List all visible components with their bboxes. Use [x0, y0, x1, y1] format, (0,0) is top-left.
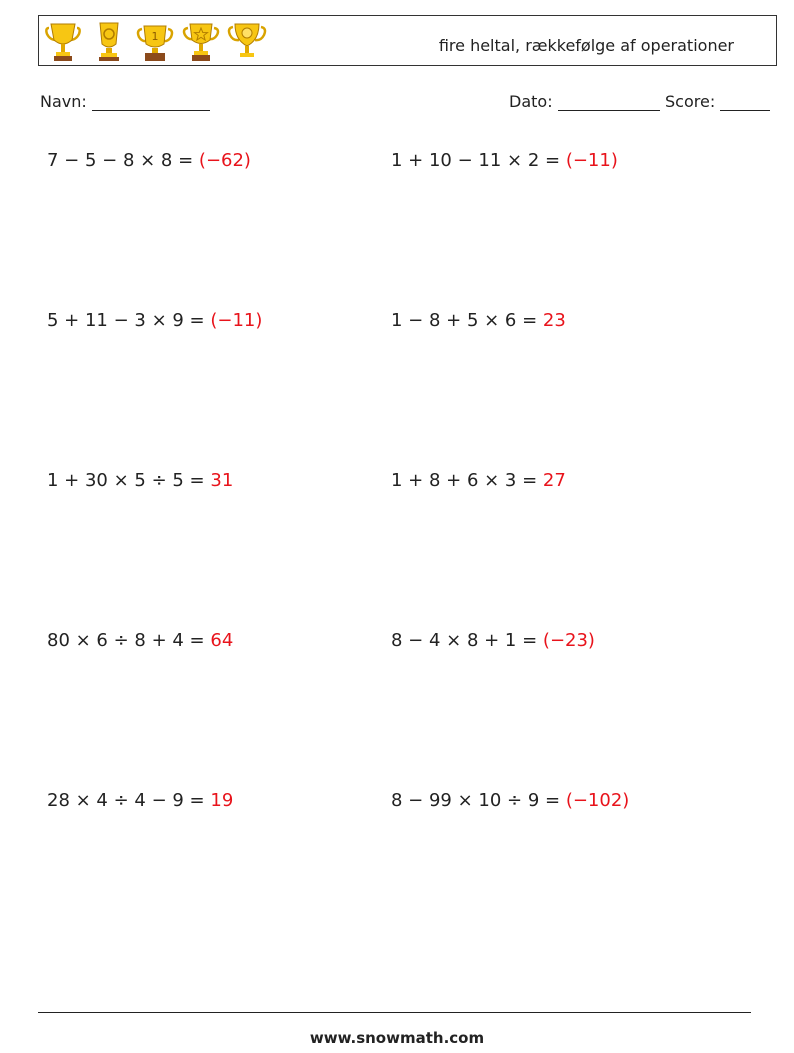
problem-expression: 1 + 30 × 5 ÷ 5 = — [47, 470, 211, 491]
worksheet-header — [38, 15, 777, 66]
date-field — [509, 92, 660, 111]
problem-2 — [391, 150, 618, 171]
problem-9 — [47, 790, 233, 811]
problem-answer: (−11) — [565, 150, 618, 171]
trophy-star-icon — [181, 20, 221, 64]
problem-answer: (−11) — [210, 310, 263, 331]
score-blank[interactable] — [720, 92, 770, 111]
trophy-circle-icon — [89, 20, 129, 64]
score-label: Score: — [665, 92, 716, 111]
problem-expression: 80 × 6 ÷ 8 + 4 = — [47, 630, 211, 651]
footer-url[interactable]: www.snowmath.com — [309, 1029, 485, 1047]
problem-4 — [391, 310, 566, 331]
trophy-medal-icon — [227, 20, 267, 64]
footer-divider — [38, 1012, 751, 1013]
svg-text:1: 1 — [151, 30, 159, 43]
problem-answer: 27 — [542, 470, 566, 491]
problem-expression: 1 + 8 + 6 × 3 = — [391, 470, 543, 491]
problem-5 — [47, 470, 233, 491]
problem-answer: (−62) — [198, 150, 251, 171]
name-field — [40, 92, 210, 111]
problem-answer: (−102) — [565, 790, 630, 811]
problem-answer: 64 — [210, 630, 234, 651]
trophy-cup-icon — [43, 20, 83, 64]
score-field — [665, 92, 770, 111]
problem-expression: 8 − 99 × 10 ÷ 9 = — [391, 790, 566, 811]
problem-7 — [47, 630, 233, 651]
problem-expression: 28 × 4 ÷ 4 − 9 = — [47, 790, 211, 811]
trophy-row — [43, 20, 267, 64]
problem-answer: 19 — [210, 790, 234, 811]
problem-8 — [391, 630, 595, 651]
name-blank[interactable] — [92, 92, 210, 111]
worksheet-title: fire heltal, rækkefølge af operationer — [438, 36, 734, 55]
problem-expression: 7 − 5 − 8 × 8 = — [47, 150, 199, 171]
problem-answer: 31 — [210, 470, 234, 491]
problem-3 — [47, 310, 262, 331]
date-label: Dato: — [509, 92, 553, 111]
problem-expression: 5 + 11 − 3 × 9 = — [47, 310, 211, 331]
problem-answer: 23 — [542, 310, 566, 331]
problem-answer: (−23) — [542, 630, 595, 651]
problem-expression: 1 + 10 − 11 × 2 = — [391, 150, 566, 171]
problem-6 — [391, 470, 566, 491]
problem-expression: 1 − 8 + 5 × 6 = — [391, 310, 543, 331]
trophy-one-icon — [135, 20, 175, 64]
date-blank[interactable] — [558, 92, 660, 111]
problem-1 — [47, 150, 251, 171]
name-label: Navn: — [40, 92, 87, 111]
problem-10 — [391, 790, 629, 811]
problem-expression: 8 − 4 × 8 + 1 = — [391, 630, 543, 651]
